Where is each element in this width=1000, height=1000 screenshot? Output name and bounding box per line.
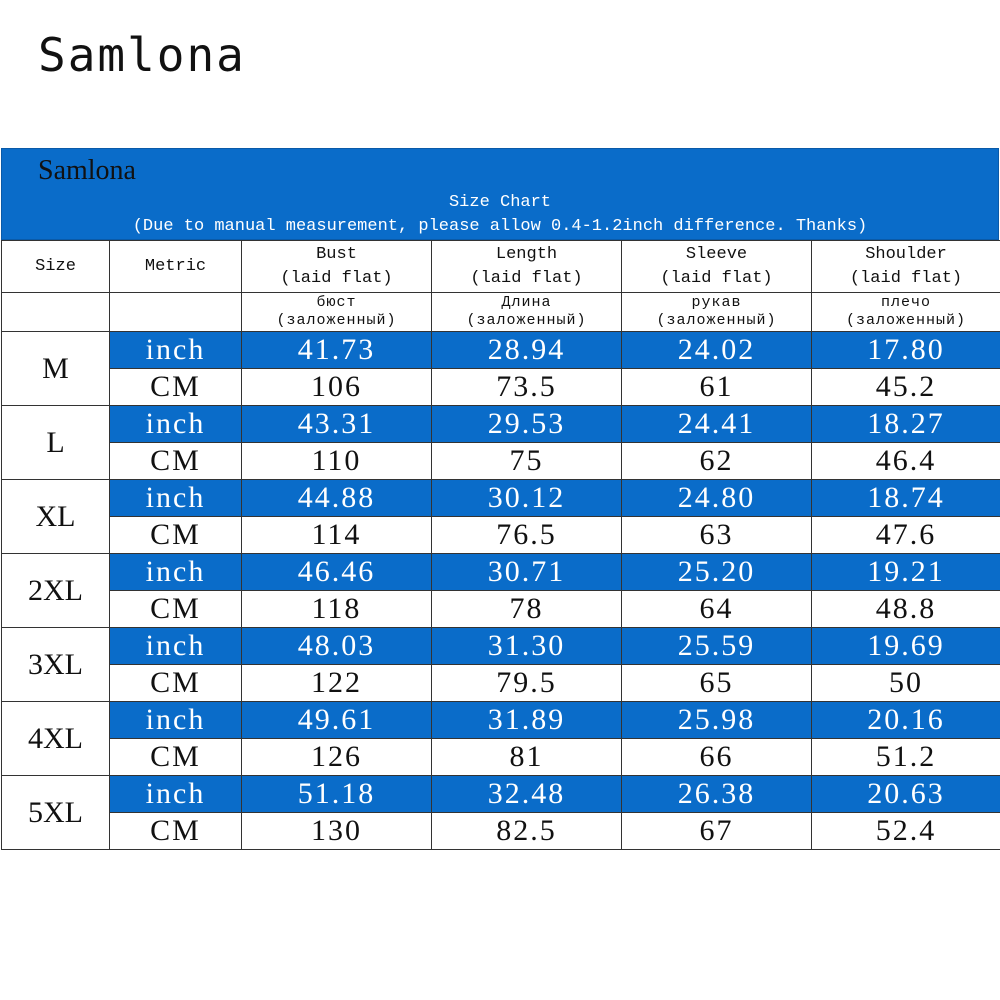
cm-value: 130 <box>242 813 432 850</box>
cm-value: 126 <box>242 739 432 776</box>
inch-value: 19.69 <box>812 628 1000 665</box>
cm-value: 81 <box>432 739 622 776</box>
inch-value: 25.59 <box>622 628 812 665</box>
inch-value: 31.30 <box>432 628 622 665</box>
table-row-inch <box>2 480 1000 517</box>
table-row-inch <box>2 332 1000 369</box>
table-row-inch <box>2 702 1000 739</box>
header-bust <box>242 241 432 293</box>
table-row-inch <box>2 776 1000 813</box>
table-row-cm <box>2 665 1000 702</box>
metric-cm: CM <box>110 591 242 628</box>
header-length-ru <box>432 293 622 332</box>
chart-banner <box>1 148 999 240</box>
cm-value: 63 <box>622 517 812 554</box>
inch-value: 28.94 <box>432 332 622 369</box>
header-shoulder-ru-name: плечо <box>880 294 931 311</box>
inch-value: 26.38 <box>622 776 812 813</box>
brand-logo: Samlona <box>38 28 246 82</box>
size-label: 2XL <box>2 554 110 628</box>
inch-value: 20.16 <box>812 702 1000 739</box>
table-row-inch <box>2 554 1000 591</box>
table-row-cm <box>2 739 1000 776</box>
cm-value: 65 <box>622 665 812 702</box>
cm-value: 106 <box>242 369 432 406</box>
header-shoulder-ru <box>812 293 1000 332</box>
metric-inch: inch <box>110 554 242 591</box>
metric-inch: inch <box>110 480 242 517</box>
inch-value: 41.73 <box>242 332 432 369</box>
header-size: Size <box>2 241 110 293</box>
size-table <box>1 240 1000 850</box>
size-label: XL <box>2 480 110 554</box>
inch-value: 25.98 <box>622 702 812 739</box>
inch-value: 30.12 <box>432 480 622 517</box>
header-sleeve-ru-sub: (заложенный) <box>656 312 777 329</box>
cm-value: 82.5 <box>432 813 622 850</box>
header-bust-sub: (laid flat) <box>280 268 393 288</box>
inch-value: 19.21 <box>812 554 1000 591</box>
metric-inch: inch <box>110 332 242 369</box>
cm-value: 52.4 <box>812 813 1000 850</box>
metric-cm: CM <box>110 665 242 702</box>
cm-value: 64 <box>622 591 812 628</box>
cm-value: 61 <box>622 369 812 406</box>
metric-inch: inch <box>110 406 242 443</box>
cm-value: 51.2 <box>812 739 1000 776</box>
table-row-cm <box>2 591 1000 628</box>
cm-value: 79.5 <box>432 665 622 702</box>
cm-value: 73.5 <box>432 369 622 406</box>
inch-value: 24.02 <box>622 332 812 369</box>
metric-inch: inch <box>110 702 242 739</box>
header-bust-ru <box>242 293 432 332</box>
cm-value: 114 <box>242 517 432 554</box>
header-shoulder-ru-sub: (заложенный) <box>845 312 967 329</box>
header-shoulder-name: Shoulder <box>865 244 947 264</box>
header-bust-name: Bust <box>316 244 357 264</box>
cm-value: 45.2 <box>812 369 1000 406</box>
inch-value: 30.71 <box>432 554 622 591</box>
inch-value: 31.89 <box>432 702 622 739</box>
inch-value: 48.03 <box>242 628 432 665</box>
metric-cm: CM <box>110 443 242 480</box>
header-row-russian <box>2 293 1000 332</box>
header-length-ru-sub: (заложенный) <box>466 312 587 329</box>
metric-cm: CM <box>110 369 242 406</box>
cm-value: 50 <box>812 665 1000 702</box>
inch-value: 20.63 <box>812 776 1000 813</box>
header-bust-ru-name: бюст <box>316 294 357 311</box>
header-sleeve-ru <box>622 293 812 332</box>
metric-cm: CM <box>110 517 242 554</box>
inch-value: 24.41 <box>622 406 812 443</box>
table-row-cm <box>2 813 1000 850</box>
header-length-sub: (laid flat) <box>470 268 583 288</box>
size-label: 4XL <box>2 702 110 776</box>
cm-value: 78 <box>432 591 622 628</box>
header-sleeve-sub: (laid flat) <box>660 268 773 288</box>
cm-value: 66 <box>622 739 812 776</box>
cm-value: 110 <box>242 443 432 480</box>
inch-value: 18.27 <box>812 406 1000 443</box>
inch-value: 17.80 <box>812 332 1000 369</box>
table-row-inch <box>2 406 1000 443</box>
size-label: L <box>2 406 110 480</box>
metric-inch: inch <box>110 776 242 813</box>
header-sleeve-name: Sleeve <box>685 244 748 264</box>
inch-value: 18.74 <box>812 480 1000 517</box>
cm-value: 48.8 <box>812 591 1000 628</box>
table-row-cm <box>2 517 1000 554</box>
inch-value: 32.48 <box>432 776 622 813</box>
inch-value: 24.80 <box>622 480 812 517</box>
measurement-note: (Due to manual measurement, please allow 0.4-1.2inch difference. Thanks) <box>132 217 868 236</box>
cm-value: 67 <box>622 813 812 850</box>
size-chart <box>1 148 999 850</box>
metric-cm: CM <box>110 739 242 776</box>
cm-value: 62 <box>622 443 812 480</box>
cm-value: 122 <box>242 665 432 702</box>
cm-value: 118 <box>242 591 432 628</box>
metric-cm: CM <box>110 813 242 850</box>
inch-value: 51.18 <box>242 776 432 813</box>
cm-value: 47.6 <box>812 517 1000 554</box>
cm-value: 46.4 <box>812 443 1000 480</box>
size-label: M <box>2 332 110 406</box>
cm-value: 75 <box>432 443 622 480</box>
table-row-inch <box>2 628 1000 665</box>
header-row <box>2 241 1000 293</box>
inch-value: 43.31 <box>242 406 432 443</box>
inch-value: 44.88 <box>242 480 432 517</box>
chart-title: Size Chart <box>448 193 552 212</box>
inch-value: 46.46 <box>242 554 432 591</box>
size-label: 3XL <box>2 628 110 702</box>
inch-value: 25.20 <box>622 554 812 591</box>
metric-inch: inch <box>110 628 242 665</box>
header-length <box>432 241 622 293</box>
inch-value: 49.61 <box>242 702 432 739</box>
header-length-ru-name: Длина <box>501 294 552 311</box>
header-bust-ru-sub: (заложенный) <box>276 312 397 329</box>
inch-value: 29.53 <box>432 406 622 443</box>
table-row-cm <box>2 443 1000 480</box>
banner-brand: Samlona <box>38 155 136 186</box>
header-metric: Metric <box>110 241 242 293</box>
header-sleeve <box>622 241 812 293</box>
cm-value: 76.5 <box>432 517 622 554</box>
header-sleeve-ru-name: рукав <box>691 294 742 311</box>
header-shoulder <box>812 241 1000 293</box>
header-shoulder-sub: (laid flat) <box>849 268 963 288</box>
header-empty-size <box>2 293 110 332</box>
table-row-cm <box>2 369 1000 406</box>
header-empty-metric <box>110 293 242 332</box>
size-label: 5XL <box>2 776 110 850</box>
header-length-name: Length <box>495 244 558 264</box>
